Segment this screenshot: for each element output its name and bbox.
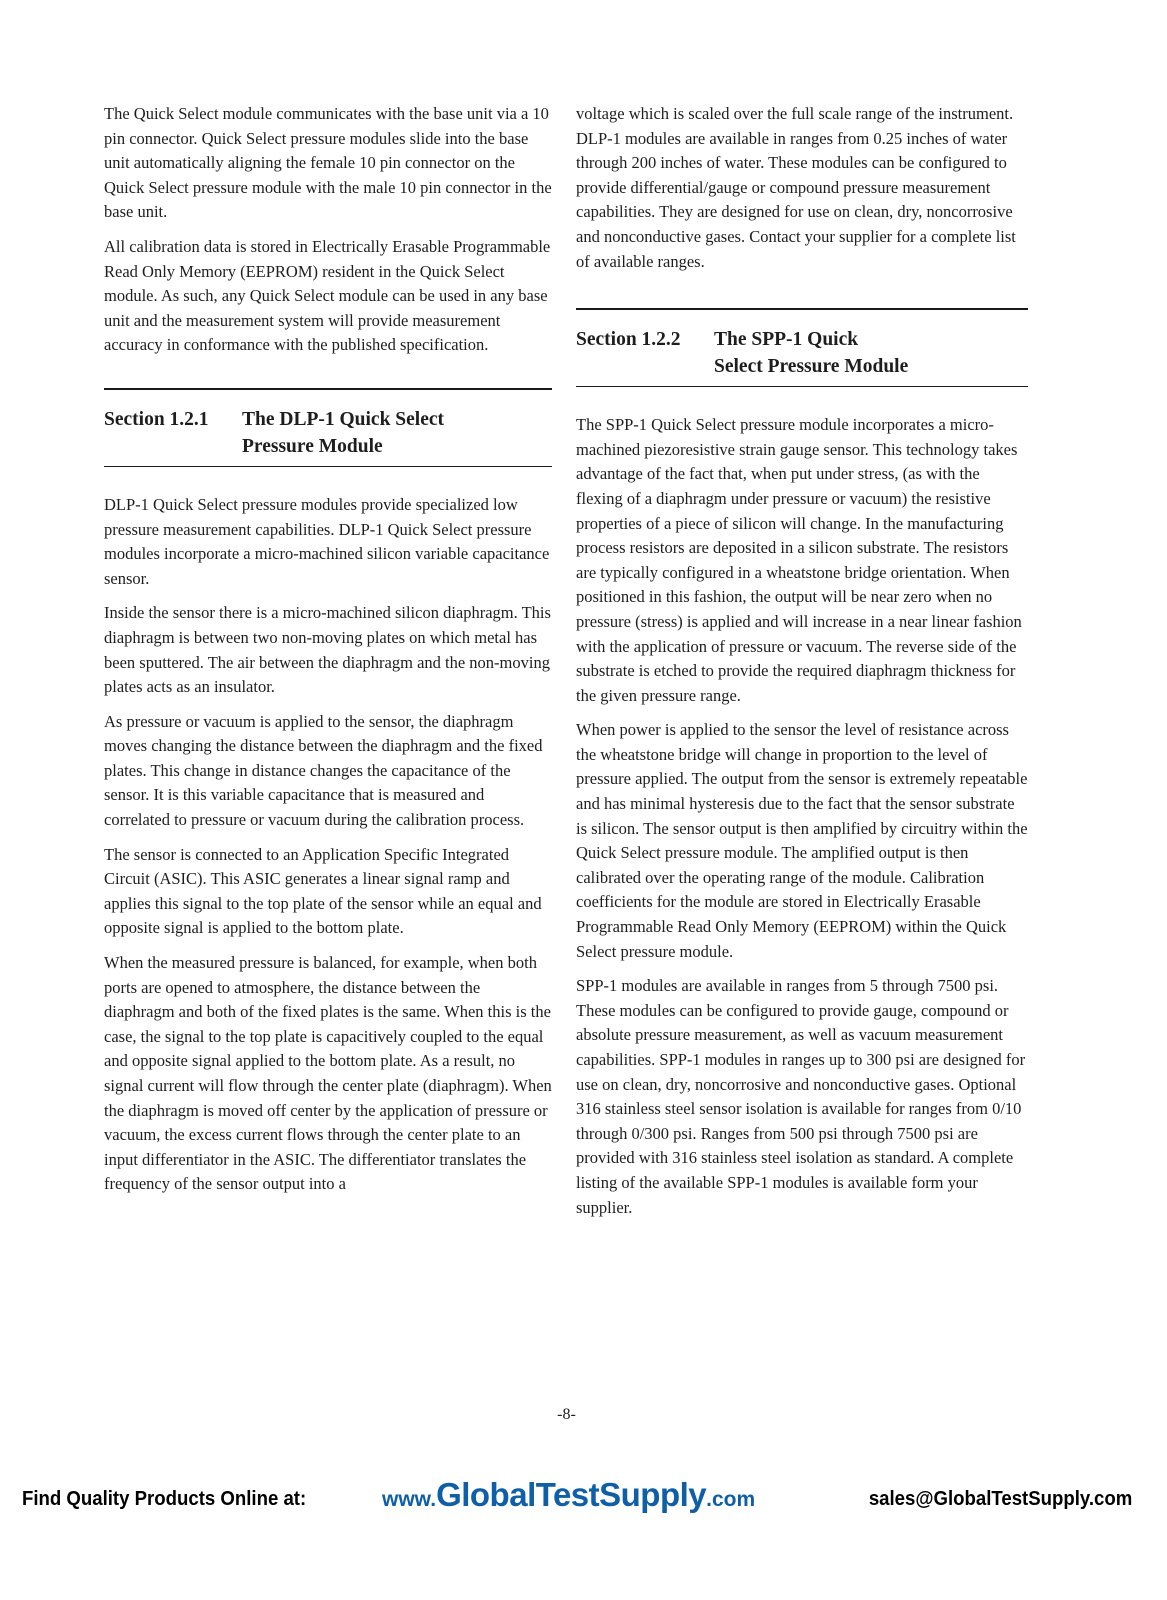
paragraph: When power is applied to the sensor the level of resistance across the wheatstone bridge will change in proportion to the level of pressure applied. The output from the sensor is extremely repeatable and has minimal hysteresis due to the fact that the sensor substrate is silicon. The sensor output is then amplified by circuitry within the Quick Select pressure module. The amplified output is then calibrated over the operating range of the module. Calibration coefficients for the module are stored in Electrically Erasable Programmable Read Only Memory (EEPROM) within the Quick Select pressure module. bbox=[576, 720, 1028, 961]
url-suffix: .com bbox=[706, 1488, 756, 1511]
paragraph: As pressure or vacuum is applied to the sensor, the diaphragm moves changing the distance between the diaphragm and the fixed plates. This change in distance changes the capacitance of the sensor. It is this variable capacitance that is measured and correlated to pressure or vacuum during the calibration process. bbox=[104, 711, 543, 830]
section-title-line: The DLP-1 Quick Select bbox=[242, 408, 445, 430]
website-link[interactable] bbox=[382, 1476, 755, 1514]
section-heading bbox=[576, 326, 1028, 380]
section-divider bbox=[576, 308, 1028, 310]
section-underline bbox=[104, 466, 552, 467]
left-column bbox=[104, 102, 552, 1207]
paragraph: When the measured pressure is balanced, for example, when both ports are opened to atmosphere, the distance between the diaphragm and both of the fixed plates is the same. When this is the case, the signal to the top plate is capacitively coupled to the equal and opposite signal applied to the bottom plate. As a result, no signal current will flow through the center plate (diaphragm). When the diaphragm is moved off center by the application of pressure or vacuum, the excess current flows through the center plate to an input differentiator in the ASIC. The differentiator translates the frequency of the sensor output into a bbox=[104, 953, 552, 1194]
paragraph: Inside the sensor there is a micro-machined silicon diaphragm. This diaphragm is between two non-moving plates on which metal has been sputtered. The air between the diaphragm and the non-moving plates acts as an insulator. bbox=[104, 603, 551, 697]
right-column bbox=[576, 102, 1028, 1230]
url-prefix: www. bbox=[382, 1488, 437, 1511]
paragraph: DLP-1 Quick Select pressure modules provide specialized low pressure measurement capabilities. DLP-1 Quick Select pressure modules incorporate a micro-machined silicon variable capacitance sensor. bbox=[104, 494, 550, 588]
section-title bbox=[714, 326, 1028, 380]
section-title-line: Select Pressure Module bbox=[714, 356, 909, 378]
section-underline bbox=[576, 386, 1028, 387]
section-heading bbox=[104, 406, 552, 460]
section-title-line: The SPP-1 Quick bbox=[714, 329, 859, 351]
url-brand: GlobalTestSupply bbox=[436, 1476, 707, 1513]
section-title-line: Pressure Module bbox=[242, 435, 383, 457]
paragraph: voltage which is scaled over the full scale range of the instrument. DLP-1 modules are available in ranges from 0.25 inches of water through 200 inches of water. These modules can be configured to provide differential/gauge or compound pressure measurement capabilities. They are designed for use on clean, dry, noncorrosive and nonconductive gases. Contact your supplier for a complete list of available ranges. bbox=[576, 104, 1016, 271]
footer-tagline: Find Quality Products Online at: bbox=[22, 1488, 307, 1510]
section-title bbox=[242, 406, 552, 460]
paragraph: The sensor is connected to an Application Specific Integrated Circuit (ASIC). This ASIC generates a linear signal ramp and applies this signal to the top plate of the sensor while an equal and opposite signal is applied to the bottom plate. bbox=[104, 844, 542, 938]
paragraph: The SPP-1 Quick Select pressure module incorporates a micro-machined piezoresistive strain gauge sensor. This technology takes advantage of the fact that, when put under stress, (as with the flexing of a diaphragm under pressure or vacuum) the resistive properties of a piece of silicon will change. In the manufacturing process resistors are deposited in a silicon substrate. The resistors are typically configured in a wheatstone bridge orientation. When positioned in this fashion, the output will be near zero when no pressure (stress) is applied and will increase in a near linear fashion with the application of pressure or vacuum. The reverse side of the substrate is etched to provide the required diaphragm thickness for the given pressure range. bbox=[576, 415, 1022, 705]
page-number: -8- bbox=[557, 1406, 576, 1423]
paragraph: SPP-1 modules are available in ranges from 5 through 7500 psi. These modules can be configured to provide gauge, compound or absolute pressure measurement, as well as vacuum measurement capabilities. SPP-1 modules in ranges up to 300 psi are designed for use on clean, dry, noncorrosive and nonconductive gases. Optional 316 stainless steel sensor isolation is available for ranges from 0/10 through 0/300 psi. Ranges from 500 psi through 7500 psi are provided with 316 stainless steel isolation as standard. A complete listing of the available SPP-1 modules is available form your supplier. bbox=[576, 976, 1026, 1217]
email-link[interactable]: sales@GlobalTestSupply.com bbox=[868, 1488, 1132, 1510]
paragraph: All calibration data is stored in Electrically Erasable Programmable Read Only Memory (EEPROM) resident in the Quick Select module. As such, any Quick Select module can be used in any base unit and the measurement system will provide measurement accuracy in conformance with the published specification. bbox=[104, 236, 551, 355]
footer bbox=[22, 1476, 1132, 1528]
section-number: Section 1.2.1 bbox=[104, 408, 209, 430]
section-number: Section 1.2.2 bbox=[576, 329, 681, 351]
section-divider bbox=[104, 388, 552, 390]
paragraph: The Quick Select module communicates with the base unit via a 10 pin connector. Quick Select pressure modules slide into the base unit automatically aligning the female 10 pin connector on the Quick Select pressure module with the male 10 pin connector in the base unit. bbox=[104, 104, 552, 222]
